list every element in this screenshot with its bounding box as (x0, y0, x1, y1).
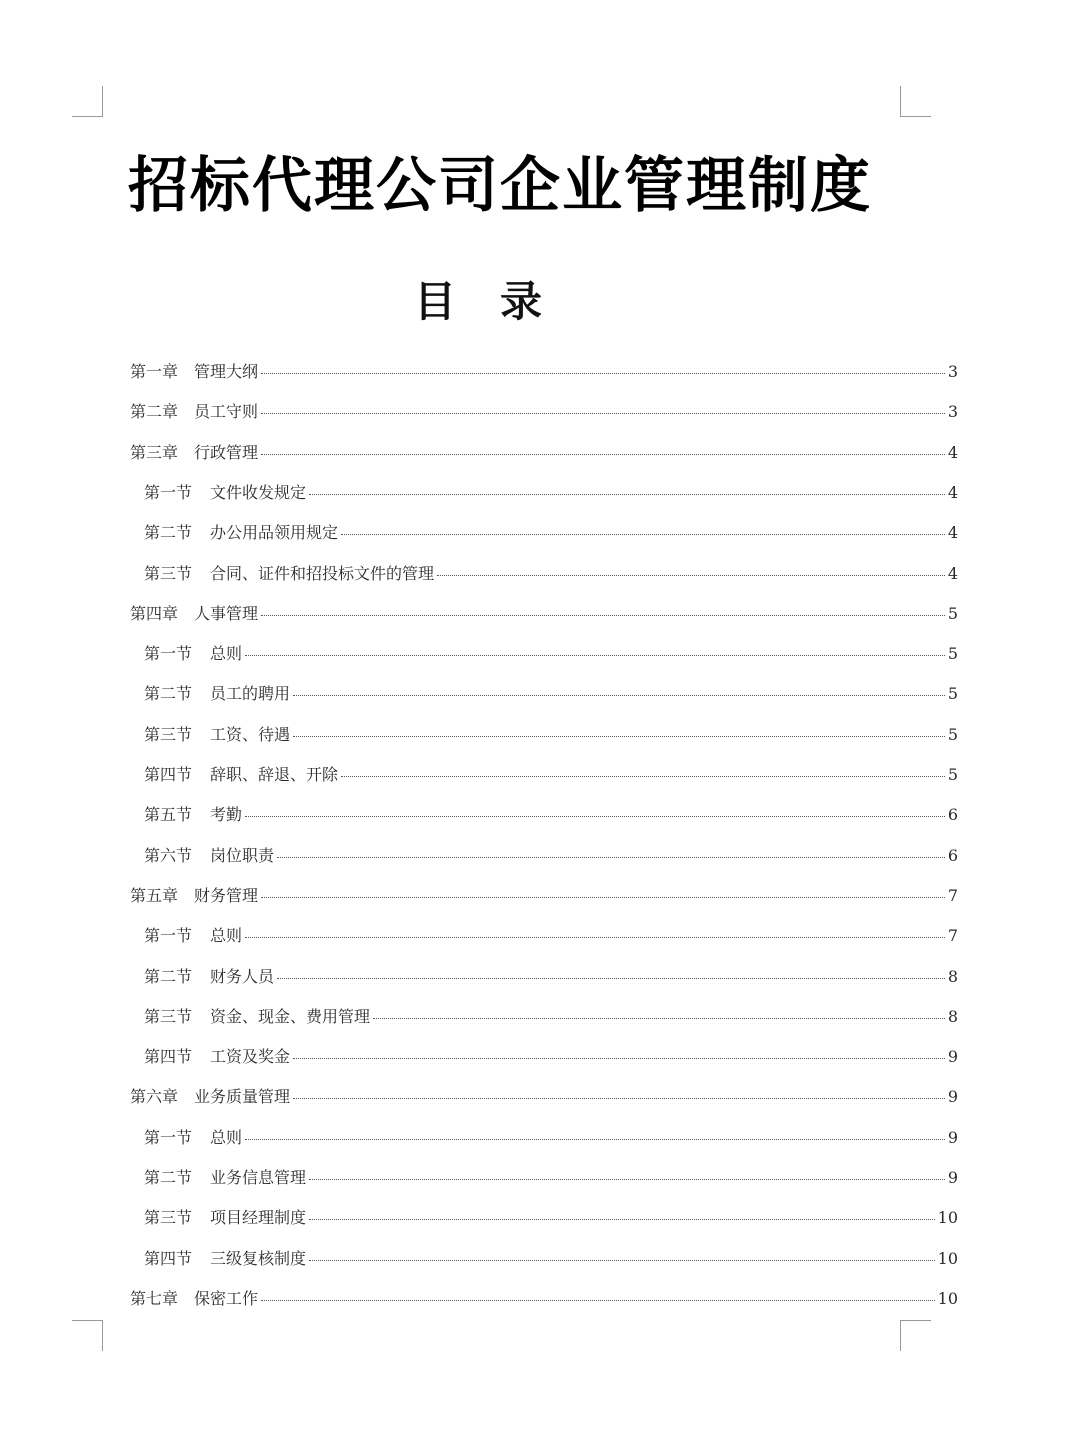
toc-dot-leader (261, 412, 945, 414)
toc-entry-title: 行政管理 (194, 442, 259, 462)
toc-dot-leader (309, 1259, 935, 1261)
toc-entry-title: 岗位职责 (210, 845, 275, 865)
toc-page-number: 4 (947, 442, 958, 462)
toc-entry-title: 三级复核制度 (210, 1248, 307, 1268)
toc-entry-section[interactable] (144, 755, 958, 795)
toc-entry-title: 合同、证件和招投标文件的管理 (210, 563, 435, 583)
toc-page-number: 6 (947, 845, 958, 865)
toc-entry-number: 第三节 (144, 1006, 193, 1026)
toc-page-number: 5 (947, 603, 958, 623)
toc-entry-chapter[interactable] (130, 1077, 958, 1117)
toc-page-number: 5 (947, 724, 958, 744)
toc-entry-chapter[interactable] (130, 1279, 958, 1319)
toc-entry-number: 第四节 (144, 1047, 193, 1067)
crop-mark-bottom-right (900, 1320, 931, 1351)
toc-entry-number: 第六章 (130, 1087, 179, 1107)
toc-dot-leader (245, 1138, 945, 1140)
toc-entry-number: 第二节 (144, 523, 193, 543)
toc-entry-section[interactable] (144, 836, 958, 876)
toc-page-number: 9 (947, 1127, 958, 1147)
toc-entry-number: 第四章 (130, 603, 179, 623)
toc-entry-title: 保密工作 (194, 1288, 259, 1308)
toc-dot-leader (373, 1017, 945, 1019)
toc-entry-number: 第一节 (144, 644, 193, 664)
toc-entry-title: 业务质量管理 (194, 1087, 291, 1107)
toc-page-number: 9 (947, 1168, 958, 1187)
toc-dot-leader (245, 654, 945, 656)
toc-entry-title: 项目经理制度 (210, 1208, 307, 1228)
toc-entry-number: 第一节 (144, 926, 193, 946)
toc-dot-leader (437, 574, 945, 576)
toc-entry-section[interactable] (144, 916, 958, 956)
toc-dot-leader (293, 1057, 945, 1059)
toc-page-number: 3 (947, 402, 958, 422)
toc-entry-section[interactable] (144, 1198, 958, 1238)
toc-entry-number: 第一章 (130, 362, 179, 381)
toc-dot-leader (341, 533, 945, 535)
toc-page-number: 7 (947, 885, 958, 905)
crop-mark-top-right (900, 86, 931, 117)
toc-entry-title: 管理大纲 (194, 362, 259, 381)
toc-entry-number: 第三节 (144, 724, 193, 744)
toc-page-number: 5 (947, 684, 958, 704)
toc-dot-leader (261, 896, 945, 898)
toc-entry-chapter[interactable] (130, 433, 958, 473)
toc-page-number: 4 (947, 482, 958, 502)
toc-entry-number: 第四节 (144, 765, 193, 784)
toc-entry-number: 第四节 (144, 1248, 193, 1268)
toc-entry-title: 工资、待遇 (210, 724, 291, 744)
toc-entry-number: 第二章 (130, 402, 179, 422)
toc-entry-title: 总则 (210, 1127, 243, 1147)
toc-entry-title: 总则 (210, 926, 243, 946)
toc-entry-chapter[interactable] (130, 392, 958, 432)
toc-entry-number: 第三节 (144, 563, 193, 583)
toc-entry-title: 总则 (210, 644, 243, 664)
toc-dot-leader (277, 856, 945, 858)
toc-dot-leader (293, 1097, 945, 1099)
toc-dot-leader (309, 1178, 945, 1180)
toc-entry-section[interactable] (144, 473, 958, 513)
toc-entry-title: 人事管理 (194, 603, 259, 623)
toc-entry-number: 第三章 (130, 442, 179, 462)
toc-page-number: 4 (947, 523, 958, 543)
toc-entry-number: 第二节 (144, 1168, 193, 1187)
toc-entry-number: 第七章 (130, 1288, 179, 1308)
toc-dot-leader (245, 815, 945, 817)
toc-page-number: 9 (947, 1047, 958, 1067)
crop-mark-bottom-left (72, 1320, 103, 1351)
toc-heading: 目录 (413, 277, 586, 326)
toc-dot-leader (309, 493, 945, 495)
toc-page-number: 5 (947, 644, 958, 664)
toc-entry-title: 资金、现金、费用管理 (210, 1006, 371, 1026)
toc-entry-section[interactable] (144, 795, 958, 835)
toc-entry-title: 财务人员 (210, 966, 275, 986)
toc-page-number: 7 (947, 926, 958, 946)
toc-entry-section[interactable] (144, 1239, 958, 1279)
toc-dot-leader (261, 453, 945, 455)
document-title: 招标代理公司企业管理制度 (128, 151, 872, 221)
toc-entry-title: 员工的聘用 (210, 684, 291, 704)
toc-entry-number: 第五节 (144, 805, 193, 825)
toc-dot-leader (293, 735, 945, 737)
toc-page-number: 5 (947, 765, 958, 784)
toc-page-number: 3 (947, 362, 958, 381)
toc-entry-number: 第二节 (144, 684, 193, 704)
toc-page-number: 6 (947, 805, 958, 825)
toc-entry-section[interactable] (144, 997, 958, 1037)
toc-page-number: 9 (947, 1087, 958, 1107)
toc-page-number: 10 (937, 1248, 958, 1268)
toc-entry-chapter[interactable] (130, 876, 958, 916)
toc-entry-section[interactable] (144, 554, 958, 594)
toc-entry-number: 第一节 (144, 482, 193, 502)
toc-entry-title: 业务信息管理 (210, 1168, 307, 1187)
crop-mark-top-left (72, 86, 103, 117)
toc-dot-leader (341, 775, 945, 777)
toc-entry-section[interactable] (144, 1158, 958, 1198)
toc-entry-chapter[interactable] (130, 594, 958, 634)
toc-entry-number: 第六节 (144, 845, 193, 865)
toc-entry-number: 第三节 (144, 1208, 193, 1228)
toc-entry-title: 考勤 (210, 805, 243, 825)
toc-entry-number: 第五章 (130, 885, 179, 905)
toc-entry-section[interactable] (144, 715, 958, 755)
toc-page-number: 10 (937, 1208, 958, 1228)
toc-dot-leader (261, 1299, 935, 1301)
toc-entry-title: 辞职、辞退、开除 (210, 765, 339, 784)
toc-dot-leader (309, 1218, 935, 1220)
toc-entry-chapter[interactable] (130, 352, 958, 392)
toc-entry-title: 办公用品领用规定 (210, 523, 339, 543)
toc-dot-leader (261, 372, 945, 374)
toc-entry-title: 员工守则 (194, 402, 259, 422)
toc-page-number: 8 (947, 1006, 958, 1026)
toc-entry-section[interactable] (144, 674, 958, 714)
toc-page-number: 10 (937, 1288, 958, 1308)
toc-dot-leader (261, 614, 945, 616)
toc-page-number: 4 (947, 563, 958, 583)
toc-dot-leader (277, 977, 945, 979)
toc-entry-title: 财务管理 (194, 885, 259, 905)
toc-entry-number: 第二节 (144, 966, 193, 986)
toc-entry-section[interactable] (144, 1037, 958, 1077)
toc-dot-leader (245, 936, 945, 938)
toc-entry-title: 文件收发规定 (210, 482, 307, 502)
toc-dot-leader (293, 694, 945, 696)
toc-entry-section[interactable] (144, 1118, 958, 1158)
toc-entry-section[interactable] (144, 634, 958, 674)
toc-entry-number: 第一节 (144, 1127, 193, 1147)
toc-entry-section[interactable] (144, 957, 958, 997)
toc-page-number: 8 (947, 966, 958, 986)
toc-entry-section[interactable] (144, 513, 958, 553)
toc-entry-title: 工资及奖金 (210, 1047, 291, 1067)
